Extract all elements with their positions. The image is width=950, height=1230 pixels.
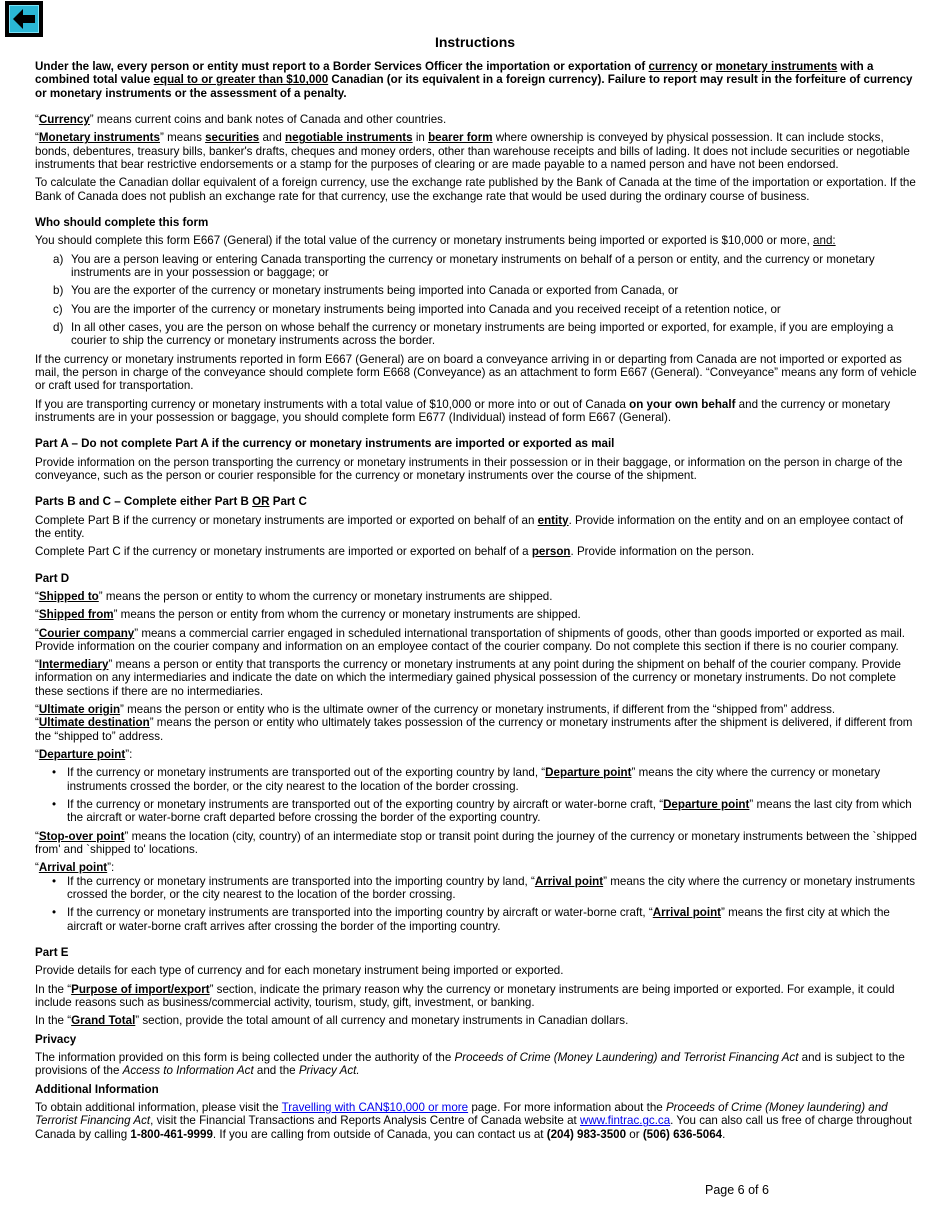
who-list [35, 253, 917, 348]
part-e-text: Provide details for each type of currency and for each monetary instrument being imported or exported. [35, 964, 564, 978]
purpose-paragraph: In the “Purpose of import/export” section, indicate the primary reason why the currency or monetary instruments are being imported or exported. For example, it could include reasons such as business/commercial activity, tourism, study, gift, investment, or banking. [35, 982, 895, 1010]
who-heading: Who should complete this form [35, 215, 209, 229]
back-button[interactable] [5, 1, 43, 37]
list-item: • If the currency or monetary instruments are transported into the importing country by aircraft or water-borne craft, “Arrival point” means the first city at which the aircraft or water-borne craft arrives after crossing the border of the importing country. [35, 906, 917, 933]
travelling-link[interactable]: Travelling with CAN$10,000 or more [281, 1101, 469, 1115]
departure-point-label: “Departure point”: [35, 748, 133, 762]
monetary-instruments-definition: “Monetary instruments” means securities and negotiable instruments in bearer form where ownership is conveyed by physical possession. It can include stocks, bonds, debentures, treasury bills, banker's drafts, cheques and money orders, other than warehouse receipts and bills of lading. It does not include securities or negotiable instruments that bear restrictive endorsements or a stamp for the purposes of clearing or are made payable to a named person and have not been endorsed. [35, 131, 910, 171]
additional-info-text: To obtain additional information, please visit the Travelling with CAN$10,000 or more page. For more information about the Proceeds of Crime (Money laundering) and Terrorist Financing Act, visit the Financial Transactions and Reports Analysis Centre of Canada website at www.fintrac.gc.ca. You can also call us free of charge throughout Canada by calling 1-800-461-9999. If you are calling from outside of Canada, you can contact us at (204) 983-3500 or (506) 636-5064. [35, 1101, 912, 1141]
part-a-heading: Part A – Do not complete Part A if the currency or monetary instruments are imported or exported as mail [35, 437, 615, 451]
exchange-rate-paragraph: To calculate the Canadian dollar equivalent of a foreign currency, use the exchange rate published by the Bank of Canada at the time of the importation or exportation. If the Bank of Canada does not publish an exchange rate for that currency, use the exchange rate that would be used during the ordinary course of business. [35, 176, 916, 203]
ultimate-origin-definition: “Ultimate origin” means the person or entity who is the ultimate owner of the currency or monetary instruments, if different from the “shipped from” address. [35, 703, 836, 717]
intro-paragraph: Under the law, every person or entity must report to a Border Services Officer the importation or exportation of currency or monetary instruments with a combined total value equal to or greater than $10,000 Canadian (or its equivalent in a foreign currency). Failure to report may result in the forfeiture of currency or monetary instruments or the assessment of a penalty. [35, 60, 913, 100]
fintrac-website-link[interactable]: www.fintrac.gc.ca [579, 1114, 671, 1128]
courier-definition: “Courier company” means a commercial carrier engaged in scheduled international transportation of shipments of goods, other than goods imported or exported as mail. Provide information on the courier company and information on an employee contact of the courier company. Do not complete this section if there is no courier company. [35, 626, 905, 653]
conveyance-paragraph: If the currency or monetary instruments reported in form E667 (General) are on board a conveyance arriving in or departing from Canada are not imported or exported as mail, the person in charge of the conveyance should complete form E668 (Conveyance) as an attachment to form E667 (General). “Conveyance” means any form of vehicle or craft used for transportation. [35, 352, 917, 393]
part-d-heading: Part D [35, 571, 70, 585]
privacy-text: The information provided on this form is being collected under the authority of the Proceeds of Crime (Money Laundering) and Terrorist Financing Act and is subject to the provisions of the Access to Information Act and the Privacy Act. [35, 1051, 905, 1078]
currency-definition: “Currency” means current coins and bank notes of Canada and other countries. [35, 112, 447, 126]
privacy-heading: Privacy [35, 1032, 77, 1046]
part-c-text: Complete Part C if the currency or monetary instruments are imported or exported on behalf of a person. Provide information on the person. [35, 545, 755, 559]
list-item: • If the currency or monetary instruments are transported into the importing country by land, “Arrival point” means the city where the currency or monetary instruments crossed the border, or the city nearest to the location of the border crossing. [35, 875, 917, 902]
stopover-definition: “Stop-over point” means the location (city, country) of an intermediate stop or transit point during the journey of the currency or monetary instruments between the `shipped from' and `shipped to' locations. [35, 829, 917, 857]
own-behalf-paragraph: If you are transporting currency or monetary instruments with a total value of $10,000 or more into or out of Canada on your own behalf and the currency or monetary instruments are in your possession or baggage, you should complete form E677 (Individual) instead of form E667 (General). [35, 397, 891, 424]
page-title: Instructions [434, 34, 516, 50]
intermediary-definition: “Intermediary” means a person or entity that transports the currency or monetary instruments at any point during the shipment on behalf of the courier company. Provide information on any intermediaries and indicate the date on which the intermediary gained physical possession of the currency or monetary instruments. Do not complete these sections if there are no intermediaries. [35, 658, 901, 698]
list-item: b) You are the exporter of the currency or monetary instruments being imported into Canada or exported from Canada, or [53, 284, 679, 298]
part-b-text: Complete Part B if the currency or monetary instruments are imported or exported on behalf of an entity. Provide information on the entity and on an employee contact of the entity. [35, 513, 904, 540]
grand-total-paragraph: In the “Grand Total” section, provide the total amount of all currency and monetary instruments in Canadian dollars. [35, 1014, 629, 1028]
who-intro: You should complete this form E667 (General) if the total value of the currency or monetary instruments being imported or exported is $10,000 or more, and: [35, 234, 836, 248]
list-item: • If the currency or monetary instruments are transported out of the exporting country by land, “Departure point” means the city where the currency or monetary instruments crossed the border, or the city nearest to the location of the border crossing. [35, 766, 917, 793]
list-item: c) You are the importer of the currency or monetary instruments being imported into Canada and you received receipt of a retention notice, or [53, 302, 781, 316]
arrival-point-label: “Arrival point”: [35, 861, 115, 875]
part-e-heading: Part E [35, 946, 69, 960]
instructions-body [35, 60, 917, 1146]
ultimate-destination-definition: “Ultimate destination” means the person or entity who ultimately takes possession of the currency or monetary instruments after the shipment is delivered, if different from the “shipped to” address. [35, 716, 913, 743]
shipped-from-definition: “Shipped from” means the person or entity from whom the currency or monetary instruments are shipped. [35, 608, 581, 622]
list-item: a) You are a person leaving or entering Canada transporting the currency or monetary instruments on behalf of a person or entity, and the currency or monetary instruments are in your possession or baggage; or [53, 252, 875, 279]
page-number: Page 6 of 6 [705, 1183, 769, 1197]
list-item: • If the currency or monetary instruments are transported out of the exporting country by aircraft or water-borne craft, “Departure point” means the last city from which the aircraft or water-borne craft departed before crossing the border of the exporting country. [35, 798, 917, 825]
list-item: d) In all other cases, you are the person on whose behalf the currency or monetary instruments are being imported or exported, for example, if you are employing a courier to ship the currency or monetary instruments across the border. [53, 320, 894, 348]
arrow-left-icon [10, 6, 38, 32]
shipped-to-definition: “Shipped to” means the person or entity to whom the currency or monetary instruments are shipped. [35, 589, 553, 603]
part-a-text: Provide information on the person transporting the currency or monetary instruments in their possession or in their baggage, or information on the person in charge of the conveyance, such as the person or courier responsible for the currency or monetary instruments over the course of the shipment. [35, 455, 903, 482]
additional-info-heading: Additional Information [35, 1082, 159, 1096]
parts-bc-heading: Parts B and C – Complete either Part B OR Part C [35, 495, 307, 509]
departure-point-list [35, 766, 917, 824]
arrival-point-list [35, 875, 917, 933]
